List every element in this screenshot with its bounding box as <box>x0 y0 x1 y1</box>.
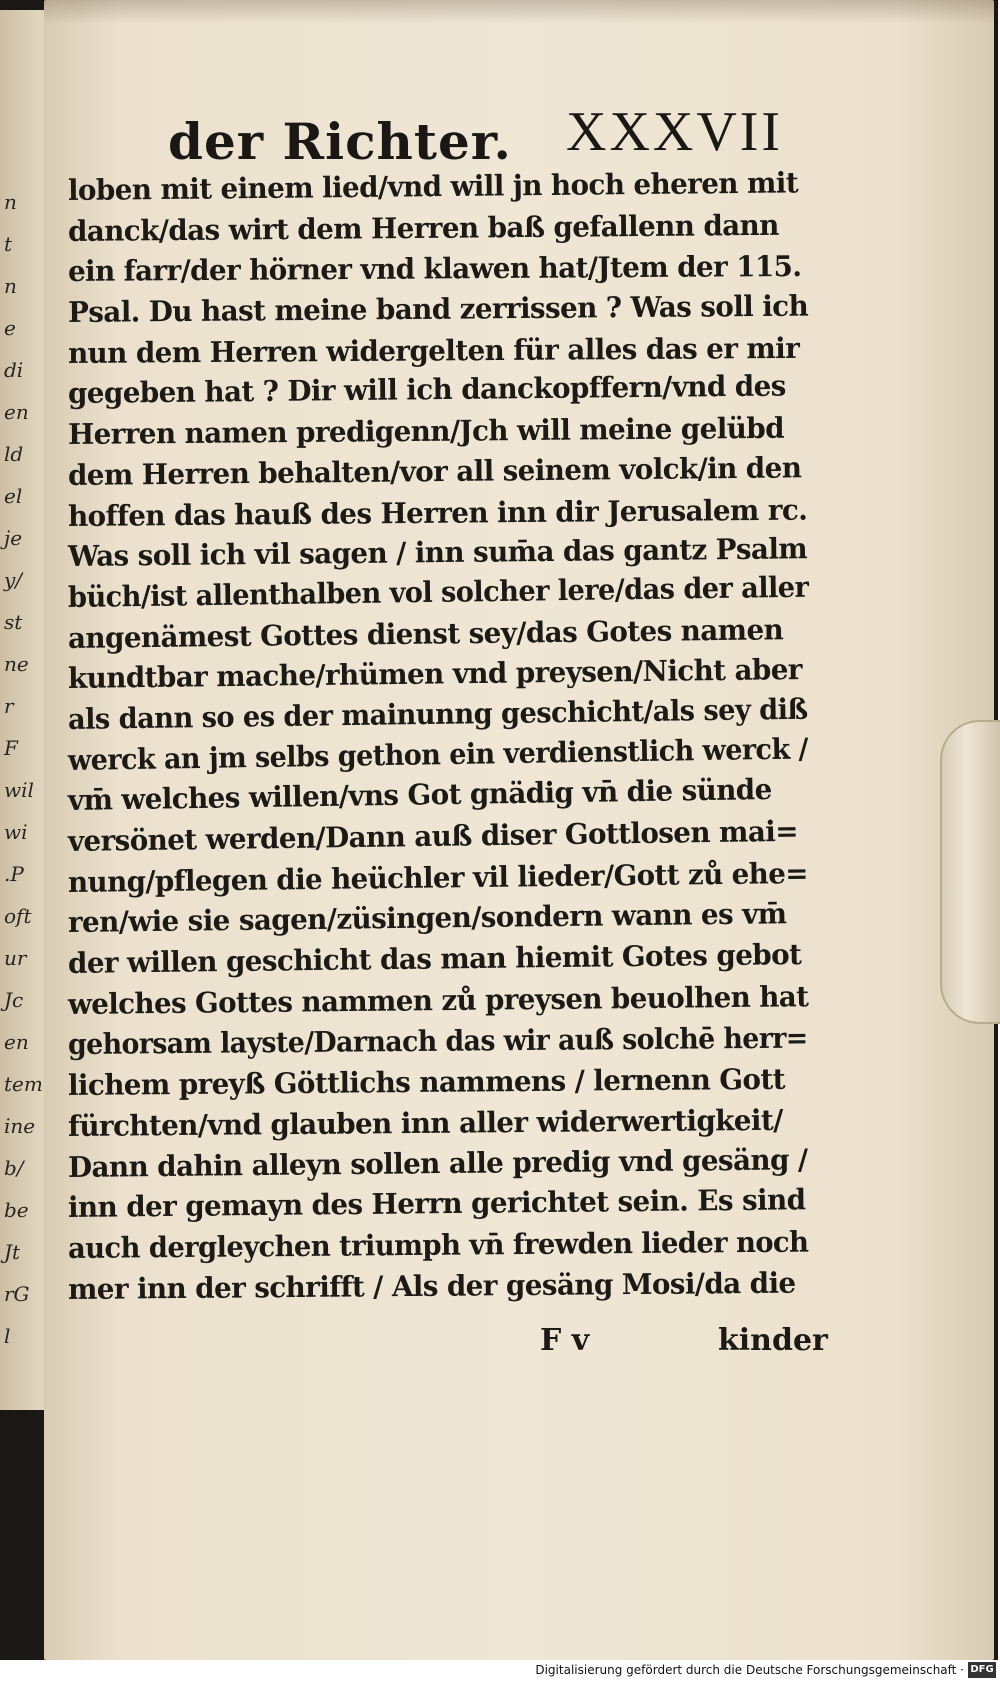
facing-page-fragment: oft <box>4 904 32 928</box>
text-line: büch/ist allenthalben vol solcher lere/das der aller <box>67 569 809 614</box>
page-clip <box>940 720 1000 1024</box>
facing-page-fragment: je <box>4 526 23 550</box>
facing-page-fragment: en <box>4 400 29 424</box>
text-line: versönet werden/Dann auß diser Gottlosen mai= <box>67 813 799 858</box>
facing-page-fragment: e <box>4 316 16 340</box>
facing-page-fragment: .P <box>4 862 24 886</box>
facing-page-fragment: wil <box>4 778 34 802</box>
facing-page-fragment: rG <box>4 1282 30 1306</box>
facing-page-fragment: st <box>4 610 23 634</box>
signature-mark: F v <box>540 1323 590 1358</box>
facing-page-fragment: F <box>4 736 18 760</box>
facing-page-fragment: wi <box>4 820 28 844</box>
text-line: werck an jm selbs gethon ein verdienstlich werck / <box>67 731 809 777</box>
text-line: Was soll ich vil sagen / inn sum̄a das gantz Psalm <box>67 531 808 574</box>
text-line: ren/wie sie sagen/züsingen/sondern wann es vm̄ <box>67 896 787 940</box>
text-line: der willen geschicht das man hiemit Gotes gebot <box>67 937 802 981</box>
dfg-logo: DFG <box>968 1662 996 1678</box>
facing-page-fragment: n <box>4 274 17 298</box>
facing-page-fragment: ine <box>4 1114 36 1138</box>
facing-page-fragment: t <box>4 232 13 256</box>
text-line: hoffen das hauß des Herren inn dir Jerusalem rc. <box>67 492 808 533</box>
text-line: Psal. Du hast meine band zerrissen ? Was soll ich <box>67 288 809 330</box>
facing-page-fragment: b/ <box>4 1156 24 1180</box>
facing-page-fragment: el <box>4 484 23 508</box>
text-line: loben mit einem lied/vnd will jn hoch eheren mit <box>67 165 799 207</box>
text-line: als dann so es der mainunng geschicht/als sey diß <box>67 691 808 736</box>
text-line: vm̄ welches willen/vns Got gnädig vn̄ die sünde <box>67 772 772 818</box>
text-line: nun dem Herren widergelten für alles das er mir <box>67 330 800 370</box>
facing-page-fragment: Jc <box>4 988 24 1012</box>
text-line: gegeben hat ? Dir will ich danckopffern/vnd des <box>67 368 786 411</box>
facing-page-fragment: n <box>4 190 17 214</box>
text-line: kundtbar mache/rhümen vnd preysen/Nicht aber <box>67 652 803 696</box>
footer-bar <box>0 1660 1000 1682</box>
text-line: lichem preyß Göttlichs nammens / lernenn Gott <box>67 1061 786 1103</box>
facing-page-fragment: ld <box>4 442 24 466</box>
footer-credit: Digitalisierung gefördert durch die Deutsche Forschungsgemeinschaft · <box>535 1663 964 1677</box>
text-line: Dann dahin alleyn sollen alle predig vnd gesäng / <box>67 1141 808 1184</box>
text-line: nung/pflegen die heüchler vil lieder/Gott zů ehe= <box>67 855 809 899</box>
text-line: welches Gottes nammen zů preysen beuolhen hat <box>67 978 809 1021</box>
text-line: mer inn der schrifft / Als der gesäng Mosi/da die <box>67 1265 796 1306</box>
facing-page-fragment: ne <box>4 652 29 676</box>
facing-page-fragment: l <box>4 1324 11 1348</box>
catchword: kinder <box>718 1323 828 1358</box>
text-line: fürchten/vnd glauben inn aller widerwertigkeit/ <box>67 1102 783 1143</box>
text-line: auch dergleychen triumph vn̄ frewden lieder noch <box>67 1224 809 1265</box>
facing-page-fragment: di <box>4 358 24 382</box>
text-line: ein farr/der hörner vnd klawen hat/Jtem der 115. <box>67 249 802 289</box>
facing-page-fragment: Jt <box>4 1240 21 1264</box>
text-line: danck/das wirt dem Herren baß gefallenn dann <box>67 207 779 248</box>
facing-page-fragment: y/ <box>4 568 23 592</box>
text-line: angenämest Gottes dienst sey/das Gotes namen <box>67 611 784 655</box>
facing-page-fragment: tem <box>4 1072 43 1096</box>
text-line: Herren namen predigenn/Jch will meine gelübd <box>67 410 785 452</box>
facing-page-fragment: be <box>4 1198 29 1222</box>
body-text <box>67 165 828 1309</box>
page-shadow <box>44 0 994 24</box>
facing-page-fragment: r <box>4 694 14 718</box>
text-line: dem Herren behalten/vor all seinem volck/in den <box>67 450 802 492</box>
text-line: gehorsam layste/Darnach das wir auß solchē herr= <box>67 1020 808 1062</box>
facing-page-fragment: en <box>4 1030 29 1054</box>
running-title: der Richter. <box>168 112 512 171</box>
text-line: inn der gemayn des Herrn gerichtet sein. Es sind <box>67 1182 806 1225</box>
folio-number: XXXVII <box>566 101 784 163</box>
facing-page-fragment: ur <box>4 946 27 970</box>
